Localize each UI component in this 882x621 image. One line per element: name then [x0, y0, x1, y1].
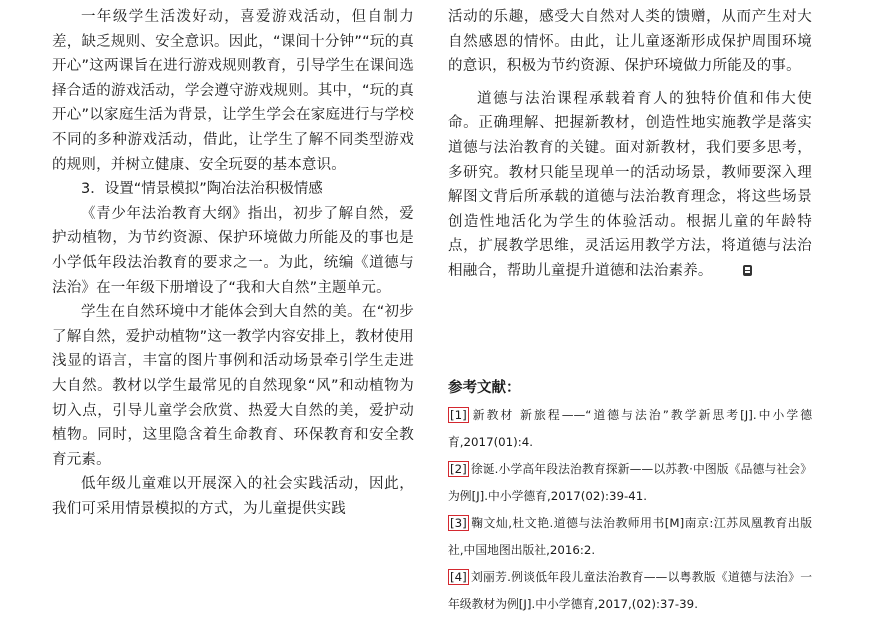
reference-item: [448, 510, 812, 564]
right-paragraph-2: [448, 87, 812, 284]
reference-number[interactable]: [4]: [450, 570, 467, 584]
left-paragraph-2: 《青少年法治教育大纲》指出，初步了解自然，爱护动植物，为节约资源、保护环境做力所能及的事也是小学低年段法治教育的要求之一。为此，统编《道德与法治》在一年级下册增设了“我和大自然”主题单元。: [52, 205, 414, 296]
reference-text: 刘丽芳.例谈低年段儿童法治教育——以粤教版《道德与法治》一年级教材为例[J].中小学德育,2017,(02):37-39.: [448, 570, 812, 611]
end-mark-icon: [713, 261, 724, 274]
reference-number[interactable]: [2]: [450, 462, 467, 476]
left-paragraph-1: 一年级学生活泼好动，喜爱游戏活动，但自制力差，缺乏规则、安全意识。因此，“课间十分钟”“玩的真开心”这两课旨在进行游戏规则教育，引导学生在课间选择合适的游戏活动，学会遵守游戏规则。其中，“玩的真开心”以家庭生活为背景，让学生学会在家庭进行与学校不同的多种游戏活动，借此，让学生了解不同类型游戏的规则，并树立健康、安全玩耍的基本意识。: [52, 9, 414, 173]
reference-number[interactable]: [1]: [450, 408, 467, 422]
references-title: 参考文献：: [448, 380, 521, 396]
left-paragraph-3: 学生在自然环境中才能体会到大自然的美。在“初步了解自然，爱护动植物”这一教学内容安排上，教材使用浅显的语言，丰富的图片事例和活动场景牵引学生走进大自然。教材以学生最常见的自然现象“风”和动植物为切入点，引导儿童学会欣赏、热爱大自然的美，爱护动植物。同时，这里隐含着生命教育、环保教育和安全教育元素。: [52, 304, 414, 468]
reference-item: [448, 456, 812, 510]
reference-text: 鞠文灿,杜文艳.道德与法治教师用书[M]南京:江苏凤凰教育出版社,中国地图出版社,2016:2.: [448, 516, 812, 557]
reference-item: [448, 564, 812, 618]
left-paragraph-4: 低年级儿童难以开展深入的社会实践活动，因此，我们可采用情景模拟的方式，为儿童提供实践: [52, 476, 414, 517]
reference-text: 新教材 新旅程——“道德与法治”教学新思考[J].中小学德育,2017(01):4.: [448, 408, 812, 449]
right-column: [448, 0, 812, 611]
left-column: [52, 0, 414, 521]
right-paragraph-1: 活动的乐趣，感受大自然对人类的馈赠，从而产生对大自然感恩的情怀。由此，让儿童逐渐形成保护周围环境的意识，积极为节约资源、保护环境做力所能及的事。: [448, 9, 812, 75]
reference-text: 徐诞.小学高年段法治教育探新——以苏教·中图版《品德与社会》为例[J].中小学德育,2017(02):39-41.: [448, 462, 812, 503]
reference-number[interactable]: [3]: [450, 516, 467, 530]
section-heading-3: 3．设置“情景模拟”陶冶法治积极情感: [81, 181, 323, 198]
references-list: [448, 402, 812, 618]
reference-item: [448, 402, 812, 456]
right-paragraph-2-text: 道德与法治课程承载着育人的独特价值和伟大使命。正确理解、把握新教材，创造性地实施教学是落实道德与法治教育的关键。面对新教材，我们要多思考，多研究。教材只能呈现单一的活动场景，教师要深入理解图文背后所承载的道德与法治教育理念，将这些场景创造性地活化为学生的体验活动。根据儿童的年龄特点，扩展教学思维，灵活运用教学方法，将道德与法治相融合，帮助儿童提升道德和法治素养。: [448, 90, 812, 279]
